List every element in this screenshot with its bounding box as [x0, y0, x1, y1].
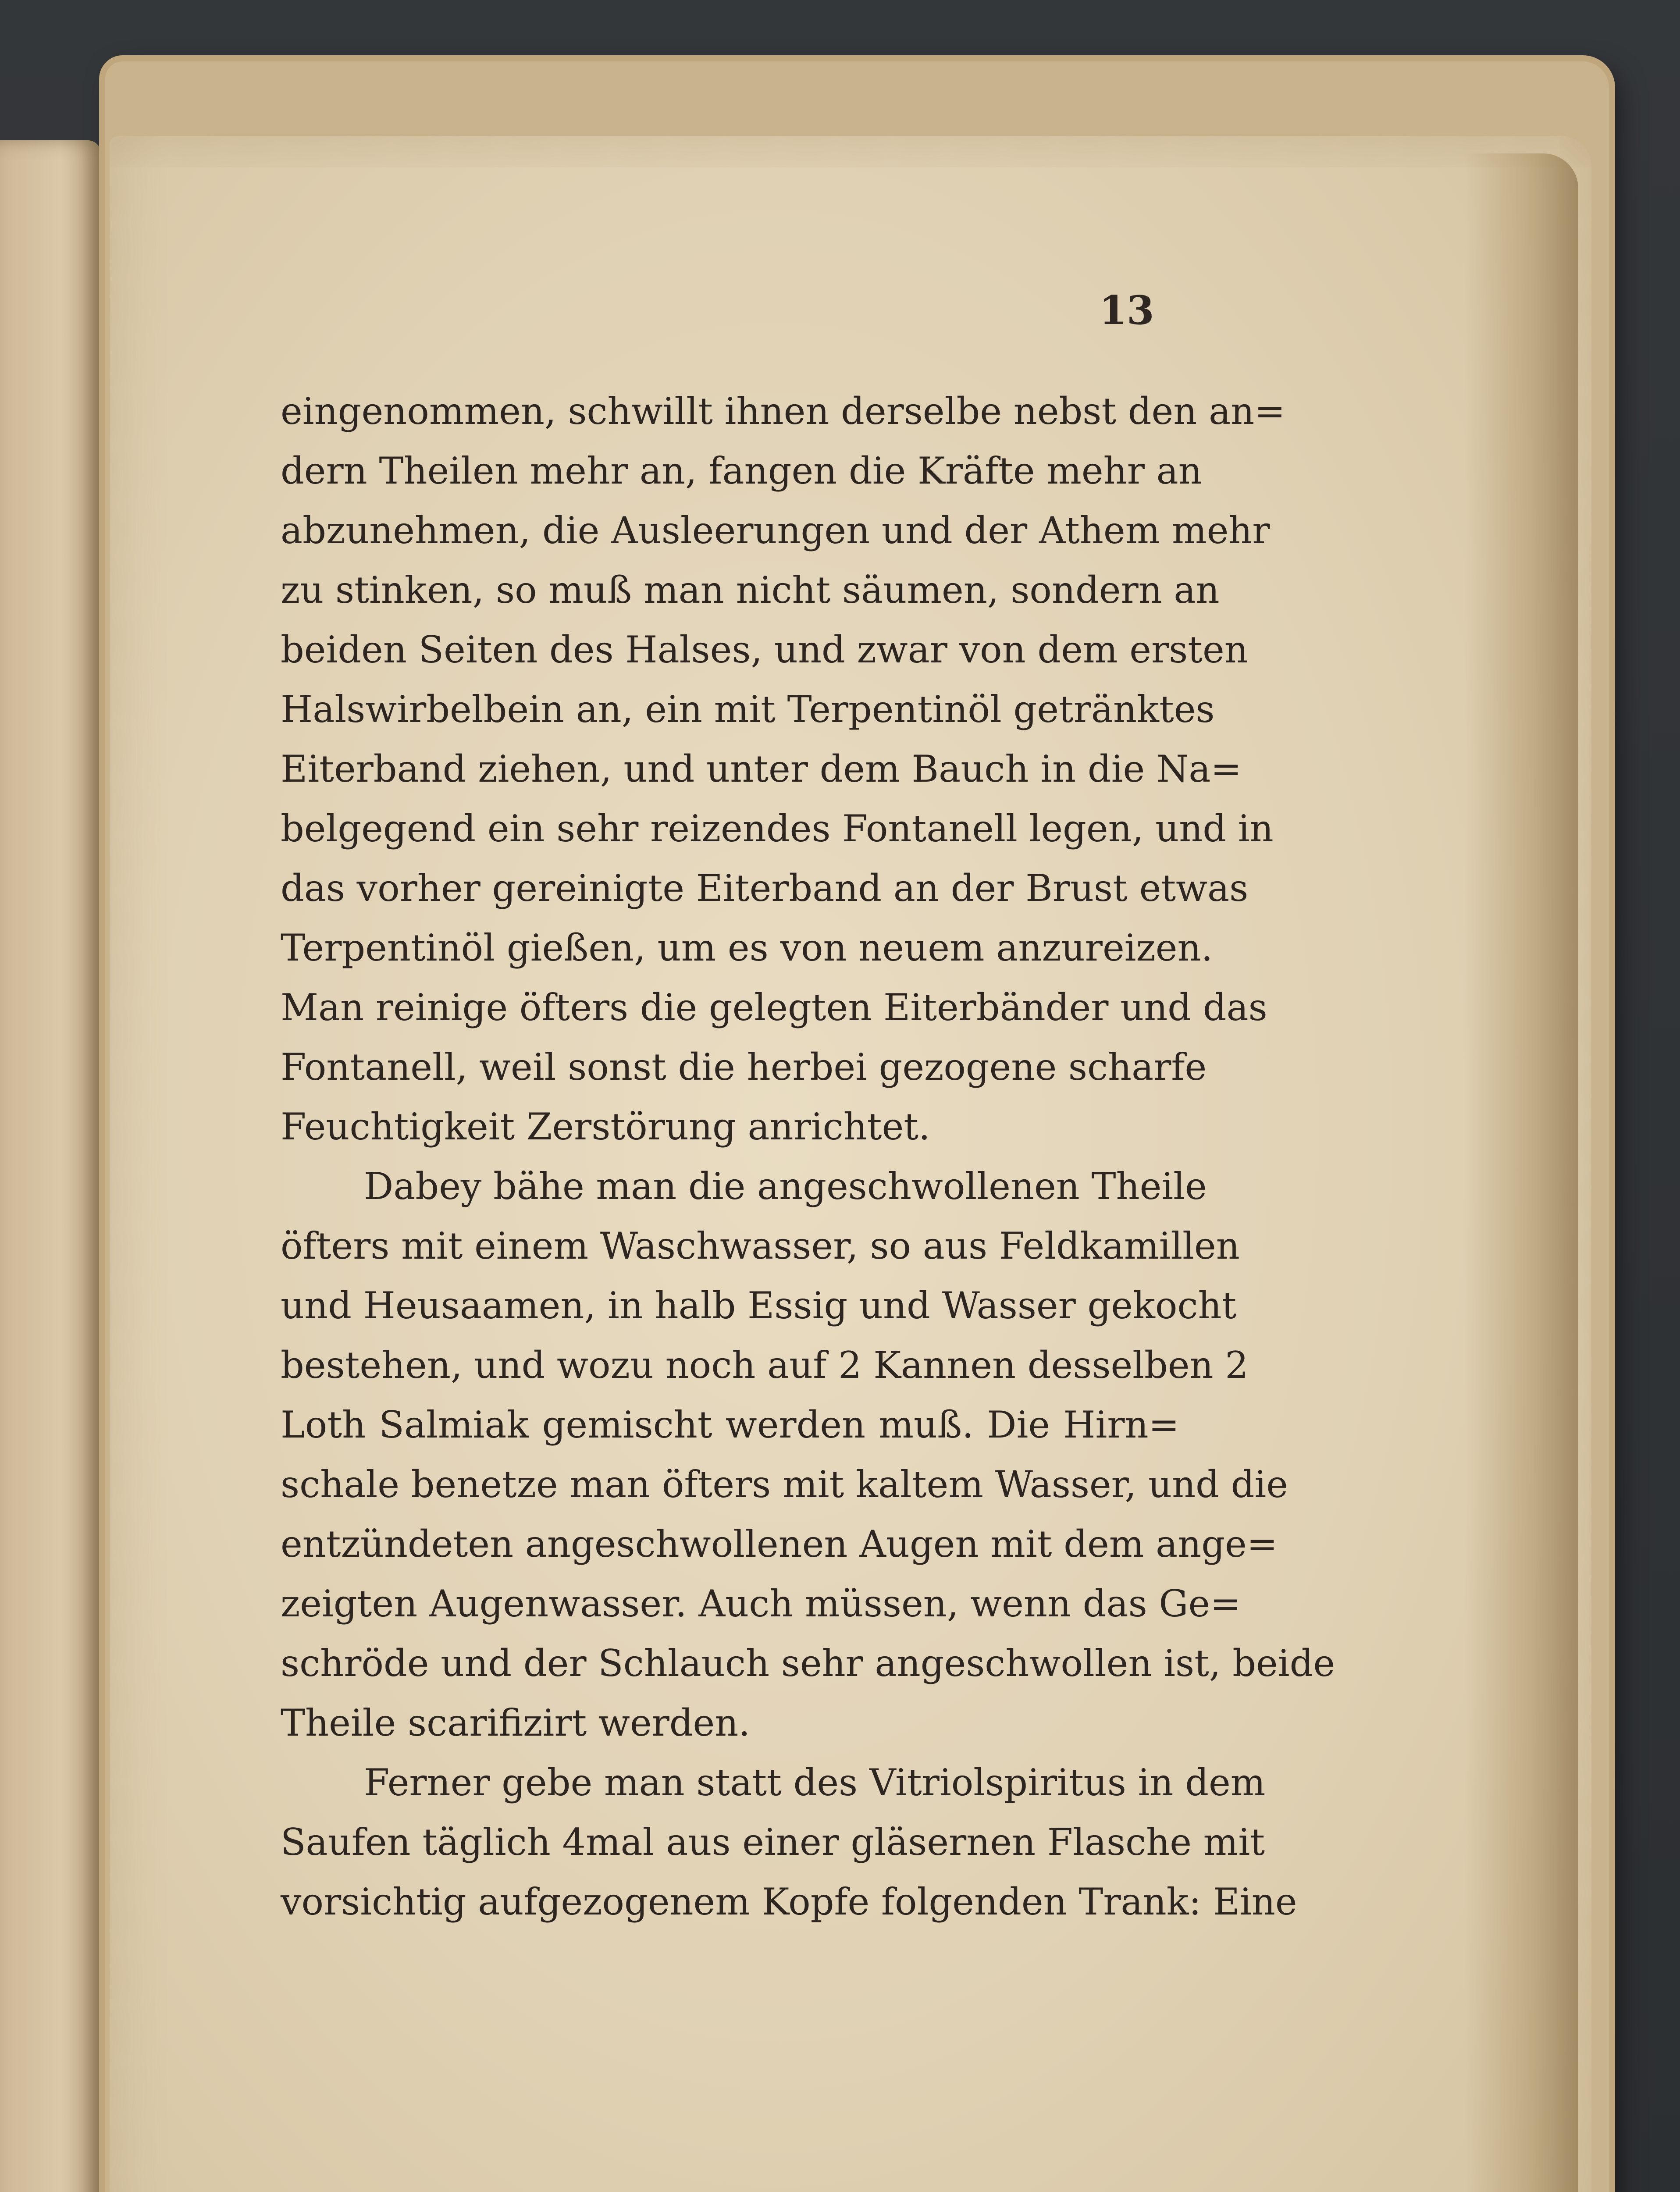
- text-line: entzündeten angeschwollenen Augen mit dem ange=: [281, 1523, 1278, 1566]
- text-line: öfters mit einem Waschwasser, so aus Feldkamillen: [281, 1224, 1240, 1267]
- text-line: Eiterband ziehen, und unter dem Bauch in die Na=: [281, 747, 1242, 790]
- text-line: Theile scarifizirt werden.: [281, 1701, 751, 1744]
- text-line: Ferner gebe man statt des Vitriolspiritus in dem: [364, 1761, 1266, 1804]
- text-line: und Heusaamen, in halb Essig und Wasser gekocht: [281, 1284, 1237, 1327]
- worn-page-edge: [1464, 153, 1578, 2192]
- text-line: Dabey bähe man die angeschwollenen Theile: [364, 1165, 1207, 1208]
- text-line: schale benetze man öfters mit kaltem Wasser, und die: [281, 1463, 1288, 1506]
- text-line: Terpentinöl gießen, um es von neuem anzureizen.: [281, 926, 1213, 969]
- text-line: Fontanell, weil sonst die herbei gezogene scharfe: [281, 1046, 1207, 1089]
- page-number: 13: [1099, 287, 1154, 334]
- text-line: Loth Salmiak gemischt werden muß. Die Hirn=: [281, 1403, 1179, 1446]
- text-line: beiden Seiten des Halses, und zwar von dem ersten: [281, 628, 1248, 671]
- text-line: abzunehmen, die Ausleerungen und der Athem mehr: [281, 509, 1270, 552]
- text-line: eingenommen, schwillt ihnen derselbe nebst den an=: [281, 390, 1285, 433]
- text-line: Saufen täglich 4mal aus einer gläsernen Flasche mit: [281, 1821, 1265, 1864]
- text-line: vorsichtig aufgezogenem Kopfe folgenden Trank: Eine: [281, 1880, 1297, 1923]
- text-line: zeigten Augenwasser. Auch müssen, wenn das Ge=: [281, 1582, 1241, 1625]
- text-line: Feuchtigkeit Zerstörung anrichtet.: [281, 1105, 930, 1148]
- text-line: bestehen, und wozu noch auf 2 Kannen desselben 2: [281, 1344, 1249, 1387]
- text-line: zu stinken, so muß man nicht säumen, sondern an: [281, 569, 1220, 612]
- text-line: dern Theilen mehr an, fangen die Kräfte mehr an: [281, 449, 1202, 492]
- text-line: belgegend ein sehr reizendes Fontanell legen, und in: [281, 807, 1274, 850]
- text-line: das vorher gereinigte Eiterband an der Brust etwas: [281, 867, 1249, 910]
- text-line: Halswirbelbein an, ein mit Terpentinöl getränktes: [281, 688, 1215, 731]
- left-page-edge: [0, 140, 101, 2192]
- text-line: schröde und der Schlauch sehr angeschwollen ist, beide: [281, 1642, 1335, 1685]
- text-line: Man reinige öfters die gelegten Eiterbänder und das: [281, 986, 1267, 1029]
- body-text: [281, 381, 1335, 1932]
